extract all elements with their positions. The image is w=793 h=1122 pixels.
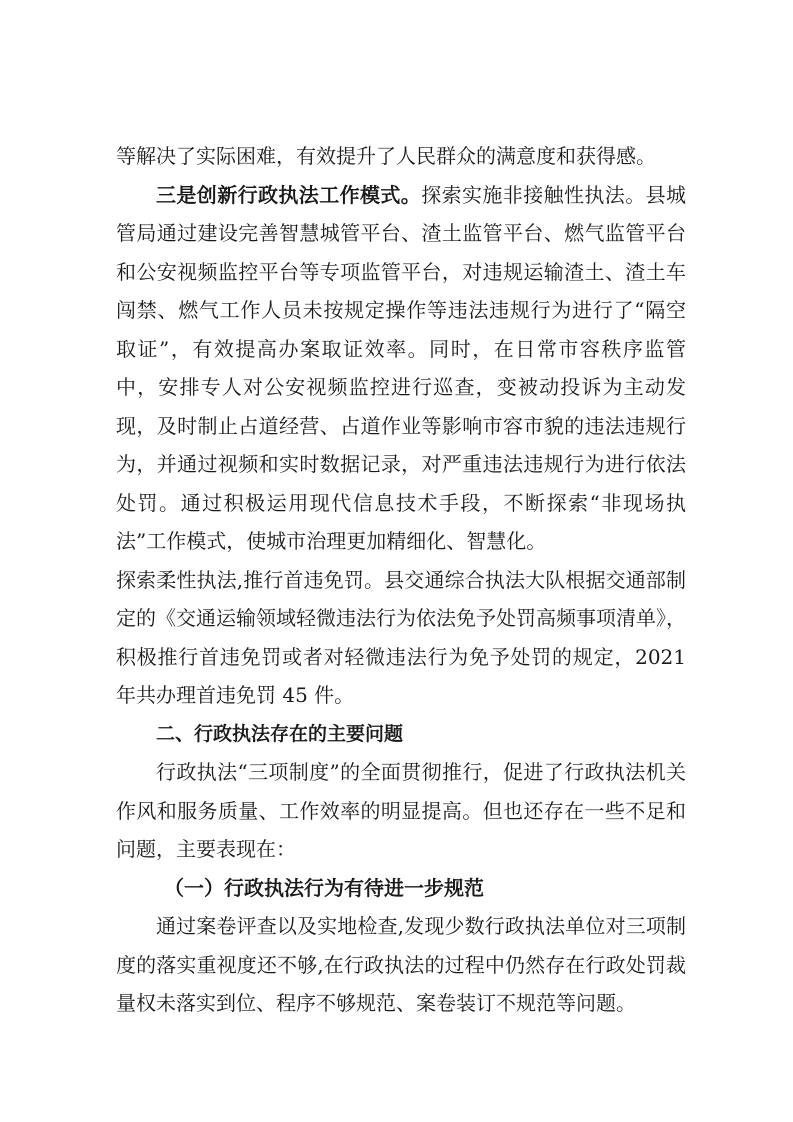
paragraph-text: 探索柔性执法,推行首违免罚。县交通综合执法大队根据交通部制定的《交通运输领域轻微违法行为依法免予处罚高频事项清单》，积极推行首违免罚或者对轻微违法行为免予处罚的规定，2021 年共办理首违免罚 45 件。	[116, 567, 686, 707]
paragraph-problems-intro	[116, 753, 686, 869]
paragraph-text: 等解决了实际困难，有效提升了人民群众的满意度和获得感。	[116, 144, 656, 168]
paragraph-continuation	[116, 137, 686, 176]
paragraph-text: 探索实施非接触性执法。县城管局通过建设完善智慧城管平台、渣土监管平台、燃气监管平台和公安视频监控平台等专项监管平台，对违规运输渣土、渣土车闯禁、燃气工作人员未按规定操作等违法违规行为进行了“隔空取证”，有效提高办案取证效率。同时，在日常市容秩序监管中，安排专人对公安视频监控进行巡查，变被动投诉为主动发现，及时制止占道经营、占道作业等影响市容市貌的违法违规行为，并通过视频和实时数据记录，对严重违法违规行为进行依法处罚。通过积极运用现代信息技术手段，不断探索“非现场执法”工作模式，使城市治理更加精细化、智慧化。	[116, 182, 687, 553]
section-heading	[116, 715, 686, 754]
subsection-heading	[116, 869, 686, 908]
paragraph-case-review	[116, 907, 686, 1023]
paragraph-text: 通过案卷评查以及实地检查,发现少数行政执法单位对三项制度的落实重视度还不够,在行政执法的过程中仍然存在行政处罚裁量权未落实到位、程序不够规范、案卷装订不规范等问题。	[116, 914, 686, 1015]
section-heading-text: 二、行政执法存在的主要问题	[156, 722, 404, 745]
paragraph-innovation	[116, 176, 686, 561]
paragraph-flexible-enforcement	[116, 561, 686, 715]
document-body	[116, 137, 686, 1023]
paragraph-text: 行政执法“三项制度”的全面贯彻推行，促进了行政执法机关作风和服务质量、工作效率的明显提高。但也还存在一些不足和问题，主要表现在：	[116, 760, 686, 861]
paragraph-lead-bold: 三是创新行政执法工作模式。	[156, 182, 422, 207]
subsection-heading-text: （一）行政执法行为有待进一步规范	[164, 875, 484, 900]
